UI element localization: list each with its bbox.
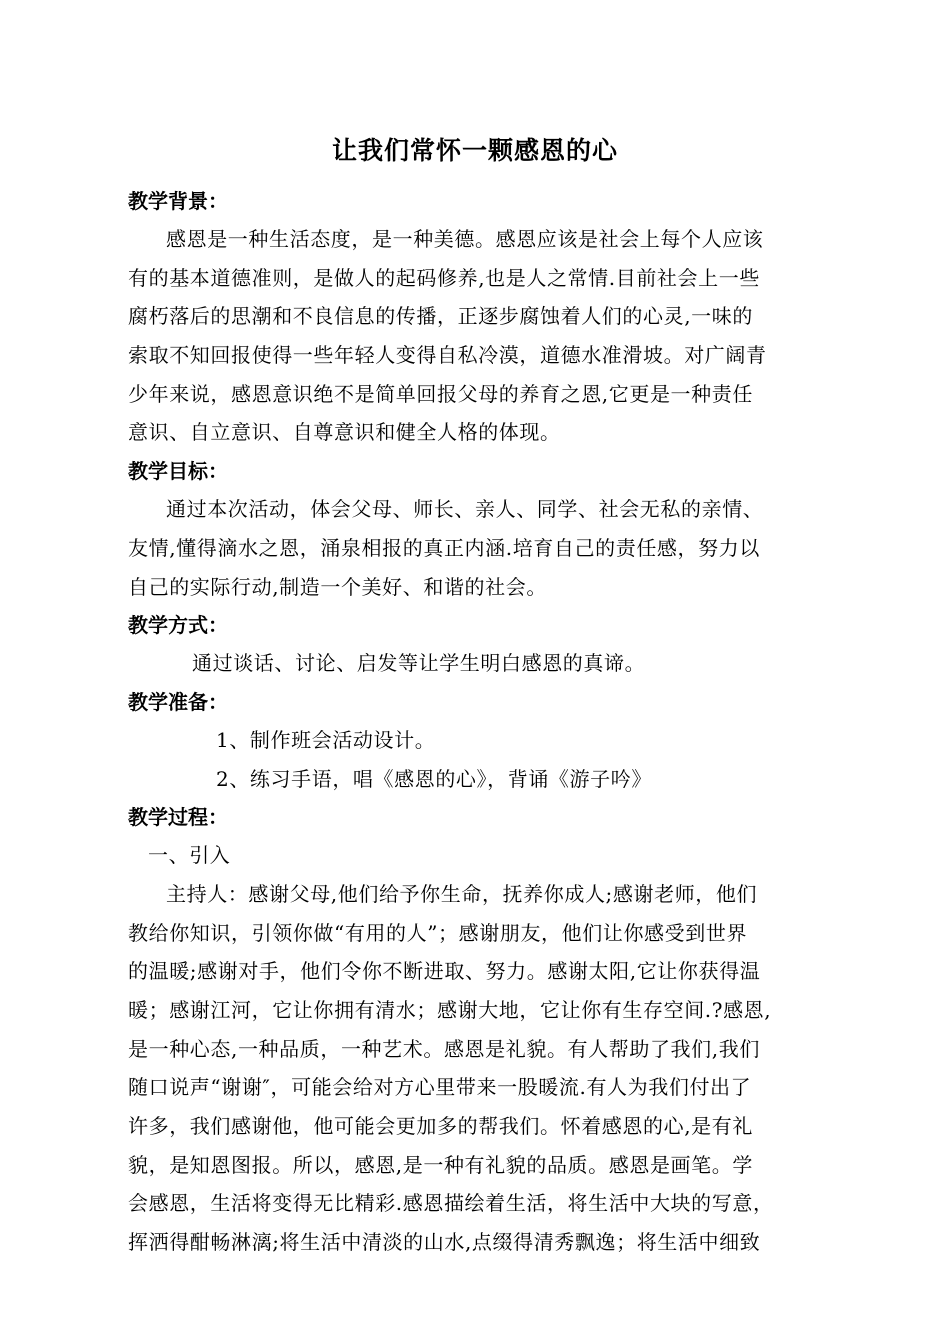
goals-paragraph — [128, 490, 828, 606]
paragraph-line: 通过谈话、讨论、启发等让学生明白感恩的真谛。 — [192, 651, 646, 676]
section-heading-background: 教学背景： — [128, 189, 228, 213]
paragraph-line: 友情,懂得滴水之恩，涌泉相报的真正内涵.培育自己的责任感，努力以 — [128, 535, 760, 560]
paragraph-line: 暖；感谢江河，它让你拥有清水；感谢大地，它让你有生存空间.?感恩, — [128, 998, 772, 1022]
paragraph-line: 索取不知回报使得一些年轻人变得自私冷漠，道德水准滑坡。对广阔青 — [128, 343, 767, 368]
section-heading-goals: 教学目标： — [128, 459, 228, 484]
paragraph-line: 貌，是知恩图报。所以，感恩,是一种有礼貌的品质。感恩是画笔。学 — [128, 1152, 753, 1177]
page-title: 让我们常怀一颗感恩的心 — [331, 136, 618, 165]
section-heading-preparation: 教学准备： — [128, 689, 228, 714]
list-item: 2、练习手语，唱《感恩的心》，背诵《游子吟》 — [216, 766, 652, 791]
paragraph-line: 感恩是一种生活态度，是一种美德。感恩应该是社会上每个人应该 — [166, 227, 764, 251]
paragraph-line: 的温暖;感谢对手，他们令你不断进取、努力。感谢太阳,它让你获得温 — [128, 959, 761, 984]
section-heading-method: 教学方式： — [128, 613, 228, 638]
paragraph-line: 教给你知识，引领你做“有用的人”；感谢朋友，他们让你感受到世界 — [128, 920, 748, 945]
paragraph-line: 有的基本道德准则，是做人的起码修养,也是人之常情.目前社会上一些 — [128, 265, 760, 290]
paragraph-line: 挥洒得酣畅淋漓;将生活中清淡的山水,点缀得清秀飘逸；将生活中细致 — [128, 1230, 761, 1255]
paragraph-line: 随口说声“谢谢″，可能会给对方心里带来一股暖流.有人为我们付出了 — [128, 1075, 752, 1100]
paragraph-line: 通过本次活动，体会父母、师长、亲人、同学、社会无私的亲情、 — [166, 497, 764, 522]
paragraph-line: 许多，我们感谢他，他可能会更加多的帮我们。怀着感恩的心,是有礼 — [128, 1114, 753, 1139]
paragraph-line: 意识、自立意识、自尊意识和健全人格的体现。 — [128, 420, 561, 445]
preparation-list — [128, 721, 828, 798]
paragraph-line: 是一种心态,一种品质，一种艺术。感恩是礼貌。有人帮助了我们,我们 — [128, 1036, 760, 1061]
paragraph-line: 会感恩，生活将变得无比精彩.感恩描绘着生活，将生活中大块的写意， — [128, 1191, 774, 1216]
paragraph-line: 腐朽落后的思潮和不良信息的传播，正逐步腐蚀着人们的心灵,一味的 — [128, 304, 753, 329]
paragraph-line: 主持人：感谢父母,他们给予你生命，抚养你成人;感谢老师，他们 — [166, 881, 758, 906]
document-body — [128, 182, 828, 1262]
method-paragraph — [128, 644, 828, 683]
list-item: 1、制作班会活动设计。 — [216, 727, 436, 752]
process-paragraph — [128, 875, 828, 1262]
background-paragraph — [128, 220, 828, 452]
section-heading-process: 教学过程： — [128, 805, 228, 830]
paragraph-line: 少年来说，感恩意识绝不是简单回报父母的养育之恩,它更是一种责任 — [128, 381, 753, 406]
process-subheading: 一、引入 — [148, 843, 231, 868]
paragraph-line: 自己的实际行动,制造一个美好、和谐的社会。 — [128, 574, 547, 599]
